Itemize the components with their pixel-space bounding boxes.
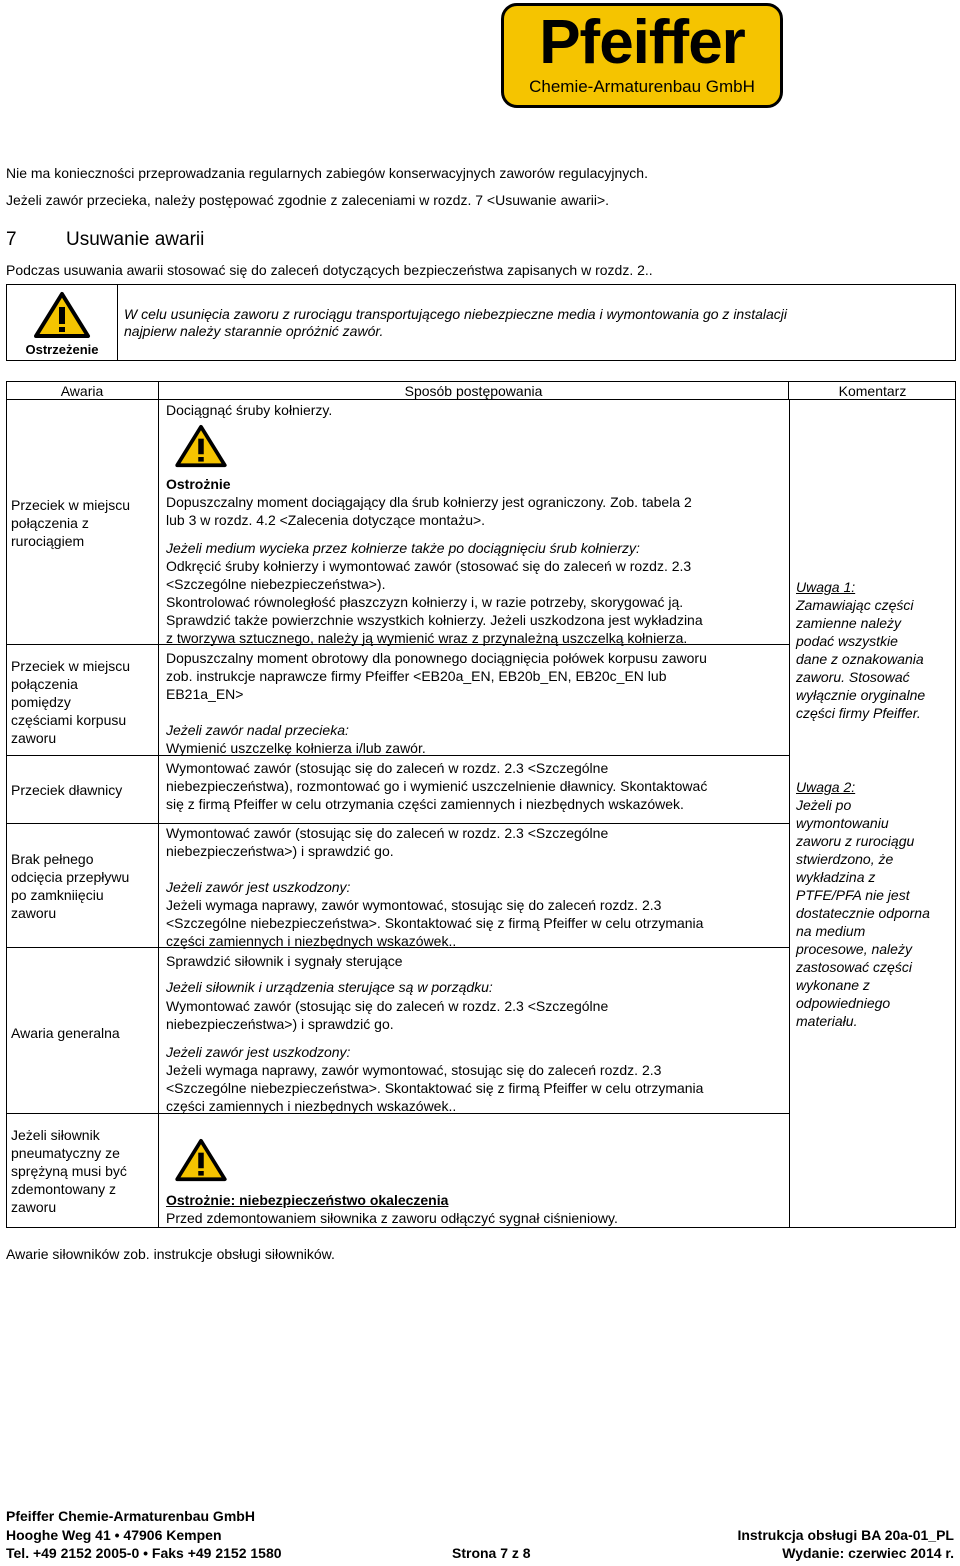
section-number: 7	[6, 229, 17, 250]
comment-line: zastosować części	[796, 959, 912, 975]
warning-text	[124, 306, 944, 340]
comment-line: wyłącznie oryginalne	[796, 687, 926, 703]
action-line: Wymontować zawór (stosując się do zaleceń w rozdz. 2.3 <Szczególne	[166, 760, 609, 776]
action-line: lub 3 w rozdz. 4.2 <Zalecenia dotyczące montażu>.	[166, 512, 486, 528]
caution-triangle-icon	[174, 424, 228, 468]
comment-line: na medium	[796, 923, 866, 939]
warning-line-2: najpierw należy starannie opróżnić zawór.	[124, 323, 384, 339]
action-line: zob. instrukcje naprawcze firmy Pfeiffer <EB20a_EN, EB20b_EN, EB20c_EN lub	[166, 668, 667, 684]
action-condition-2: Jeżeli zawór nadal przecieka:	[166, 722, 349, 738]
action-line: niebezpieczeństwa), rozmontować go i wymienić uszczelnienie dławnicy. Skontaktować	[166, 778, 708, 794]
comment-line: podać wszystkie	[796, 633, 898, 649]
comment-line: dostatecznie odporna	[796, 905, 930, 921]
header-sposob: Sposób postępowania	[404, 383, 543, 399]
footer-company: Pfeiffer Chemie-Armaturenbau GmbH	[6, 1508, 255, 1524]
action-line: <Szczególne niebezpieczeństwa>. Skontaktować się z firmą Pfeiffer w celu otrzymania	[166, 915, 704, 931]
comment-line: części firmy Pfeiffer.	[796, 705, 921, 721]
comment-line: PTFE/PFA nie jest	[796, 887, 910, 903]
fault-1-line: połączenia z	[11, 515, 89, 531]
action-line: Odkręcić śruby kołnierzy i wymontować zawór (stosować się do zaleceń w rozdz. 2.3	[166, 558, 692, 574]
action-line: EB21a_EN>	[166, 686, 244, 702]
comment-line: procesowe, należy	[796, 941, 912, 957]
action-line: <Szczególne niebezpieczeństwa>. Skontaktować się z firmą Pfeiffer w celu otrzymania	[166, 1080, 704, 1096]
warning-triangle-icon	[33, 291, 91, 339]
fault-4-line: po zamkniięciu	[11, 887, 104, 903]
action-torque-limit	[166, 493, 692, 529]
fault-4	[11, 850, 129, 922]
logo-name: Pfeiffer	[539, 8, 745, 77]
action-condition-4: Jeżeli siłownik i urządzenia sterujące są w porządku:	[166, 979, 493, 995]
fault-4-line: odcięcia przepływu	[11, 869, 130, 885]
action-repair-1	[166, 896, 703, 950]
footer-edition: Wydanie: czerwiec 2014 r.	[782, 1545, 954, 1561]
action-line: <Szczególne niebezpieczeństwa>).	[166, 576, 386, 592]
fault-6	[11, 1126, 127, 1216]
action-line: Wymontować zawór (stosując się do zaleceń w rozdz. 2.3 <Szczególne	[166, 825, 609, 841]
action-line: z tworzywa sztucznego, należy ją wymienić wraz z przynależną uszczelką kołnierza.	[166, 630, 688, 646]
fault-2-line: pomiędzy	[11, 694, 71, 710]
fault-5	[11, 1024, 120, 1042]
comment-1-title: Uwaga 1:	[796, 579, 856, 595]
comment-1	[796, 578, 954, 722]
fault-6-line: zaworu	[11, 1199, 57, 1215]
fault-2	[11, 657, 130, 747]
action-gland	[166, 759, 707, 813]
action-flange-steps	[166, 557, 703, 647]
warning-box	[6, 284, 956, 361]
footer-phone: Tel. +49 2152 2005-0 • Faks +49 2152 1580	[6, 1545, 282, 1561]
comment-2-title: Uwaga 2:	[796, 779, 856, 795]
warning-divider	[117, 285, 118, 360]
action-line: Jeżeli wymaga naprawy, zawór wymontować, stosując się do zaleceń rozdz. 2.3	[166, 1062, 662, 1078]
company-logo	[501, 3, 783, 108]
warning-line-1: W celu usunięcia zaworu z rurociągu transportującego niebezpieczne media i wymontowania go z instalacji	[124, 306, 788, 322]
comment-line: zaworu. Stosować	[796, 669, 910, 685]
section-text: Podczas usuwania awarii stosować się do zaleceń dotyczących bezpieczeństwa zapisanych w rozdz. 2..	[6, 262, 653, 278]
comment-line: zaworu z rurociągu	[796, 833, 915, 849]
caution-label-1: Ostrożnie	[166, 476, 231, 492]
section-title: Usuwanie awarii	[66, 229, 205, 250]
action-disconnect-signal: Przed zdemontowaniem siłownika z zaworu odłączyć sygnał ciśnieniowy.	[166, 1210, 618, 1226]
action-line: Dopuszczalny moment dociągający dla śrub kołnierzy jest ograniczony. Zob. tabela 2	[166, 494, 692, 510]
action-condition-5: Jeżeli zawór jest uszkodzony:	[166, 1044, 351, 1060]
fault-2-line: Przeciek w miejscu	[11, 658, 131, 674]
comment-line: zamienne należy	[796, 615, 902, 631]
intro-line-1: Nie ma konieczności przeprowadzania regularnych zabiegów konserwacyjnych zaworów regulacyjnych.	[6, 165, 648, 181]
action-condition-1: Jeżeli medium wycieka przez kołnierze także po dociągnięciu śrub kołnierzy:	[166, 540, 640, 556]
comment-line: wykładzina z	[796, 869, 876, 885]
fault-2-line: zaworu	[11, 730, 57, 746]
fault-6-line: pneumatyczny ze	[11, 1145, 120, 1161]
action-line: Dopuszczalny moment obrotowy dla ponownego dociągnięcia połówek korpusu zaworu	[166, 650, 707, 666]
action-line: części zamiennych i niezbędnych wskazówek..	[166, 1098, 457, 1114]
footer-address: Hooghe Weg 41 • 47906 Kempen	[6, 1527, 222, 1543]
fault-1	[11, 496, 130, 550]
caution-label-2: Ostrożnie: niebezpieczeństwo okaleczenia	[166, 1192, 449, 1208]
action-remove-valve	[166, 997, 608, 1033]
action-line: niebezpieczeństwa>) i sprawdzić go.	[166, 843, 394, 859]
header-komentarz: Komentarz	[838, 383, 907, 399]
footer-page: Strona 7 z 8	[452, 1545, 531, 1561]
comment-line: Jeżeli po	[796, 797, 852, 813]
comment-line: stwierdzono, że	[796, 851, 894, 867]
action-tighten: Dociągnąć śruby kołnierzy.	[166, 402, 333, 418]
fault-6-line: zdemontowany z	[11, 1181, 117, 1197]
action-line: się z firmą Pfeiffer w celu otrzymania części zamiennych i niezbędnych wskazówek.	[166, 796, 684, 812]
action-line: Skontrolować równoległość płaszczyzn kołnierzy i, w razie potrzeby, skorygować ją.	[166, 594, 684, 610]
comment-line: Zamawiając części	[796, 597, 914, 613]
footer-manual: Instrukcja obsługi BA 20a-01_PL	[737, 1527, 954, 1543]
fault-2-line: połączenia	[11, 676, 78, 692]
fault-4-line: zaworu	[11, 905, 57, 921]
section-heading	[6, 228, 204, 252]
actuator-note: Awarie siłowników zob. instrukcje obsługi siłowników.	[6, 1246, 335, 1262]
action-line: niebezpieczeństwa>) i sprawdzić go.	[166, 1016, 394, 1032]
fault-2-line: częściami korpusu	[11, 712, 127, 728]
comment-line: dane z oznakowania	[796, 651, 924, 667]
fault-3-line: Przeciek dławnicy	[11, 782, 123, 798]
intro-line-2: Jeżeli zawór przecieka, należy postępować zgodnie z zaleceniami w rozdz. 7 <Usuwanie awarii>.	[6, 192, 610, 208]
action-replace-gasket: Wymienić uszczelkę kołnierza i/lub zawór.	[166, 740, 426, 756]
comment-line: wymontowaniu	[796, 815, 889, 831]
fault-4-line: Brak pełnego	[11, 851, 94, 867]
action-line: części zamiennych i niezbędnych wskazówek..	[166, 933, 457, 949]
comment-line: wykonane z	[796, 977, 870, 993]
action-condition-3: Jeżeli zawór jest uszkodzony:	[166, 879, 351, 895]
action-line: Sprawdzić także powierzchnie wszystkich kołnierzy. Jeżeli uszkodzona jest wykładzina	[166, 612, 703, 628]
fault-1-line: Przeciek w miejscu	[11, 497, 131, 513]
fault-3	[11, 781, 122, 799]
action-shutoff	[166, 824, 608, 860]
action-line: Jeżeli wymaga naprawy, zawór wymontować, stosując się do zaleceń rozdz. 2.3	[166, 897, 662, 913]
caution-triangle-icon	[174, 1138, 228, 1182]
warning-label: Ostrzeżenie	[25, 342, 99, 357]
fault-5-line: Awaria generalna	[11, 1025, 120, 1041]
fault-6-line: sprężyną musi być	[11, 1163, 127, 1179]
comment-line: odpowiedniego	[796, 995, 891, 1011]
fault-1-line: rurociągiem	[11, 533, 85, 549]
header-awaria: Awaria	[60, 383, 104, 399]
comment-2	[796, 778, 954, 1030]
action-body-torque	[166, 649, 707, 703]
action-check-actuator: Sprawdzić siłownik i sygnały sterujące	[166, 953, 403, 969]
action-line: Wymontować zawór (stosując się do zaleceń w rozdz. 2.3 <Szczególne	[166, 998, 609, 1014]
action-repair-2	[166, 1061, 703, 1115]
logo-subtitle: Chemie-Armaturenbau GmbH	[529, 77, 755, 96]
comment-line: materiału.	[796, 1013, 858, 1029]
fault-6-line: Jeżeli siłownik	[11, 1127, 100, 1143]
